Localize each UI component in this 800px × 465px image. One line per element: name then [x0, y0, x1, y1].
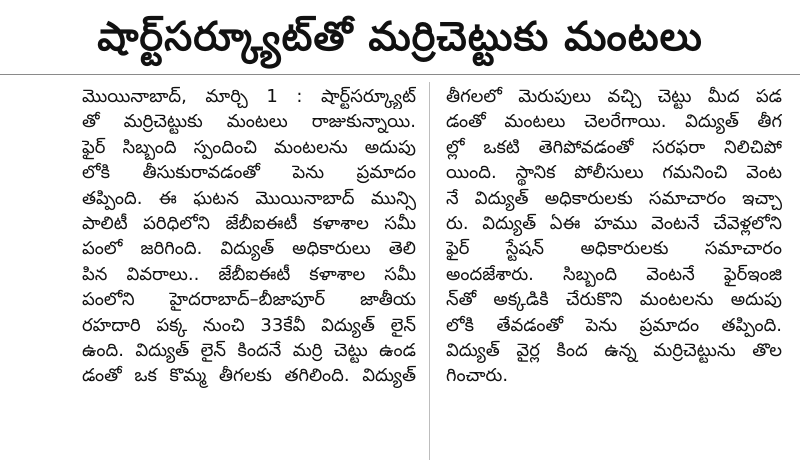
left-line: లోకి తీసుకురావడంతో పెను ప్రమాదం — [82, 162, 416, 184]
left-line: తో మర్రిచెట్టుకు మంటలు రాజుకున్నాయి. — [82, 111, 416, 133]
right-line: యింది. స్థానిక పోలీసులు గమనించి వెంట — [446, 162, 782, 184]
right-line: ఫైర్ స్టేషన్ అధికారులకు సమాచారం — [446, 238, 782, 260]
left-line: పిన వివరాలు.. జేబీఐఈటీ కళాశాల సమీ — [82, 263, 416, 285]
right-line: డంతో మంటలు చెలరేగాయి. విద్యుత్ తీగ — [446, 111, 782, 133]
left-line: పాలిటీ పరిధిలోని జేబీఐఈటీ కళాశాల సమీ — [82, 213, 416, 235]
right-line: అందజేశారు. సిబ్బంది వెంటనే ఫైర్ఇంజి — [446, 263, 782, 285]
right-line: నే విద్యుత్ అధికారులకు సమాచారం ఇచ్చా — [446, 187, 782, 209]
left-line: పంలో జరిగింది. విద్యుత్ అధికారులు తెలి — [82, 238, 416, 260]
left-column — [82, 84, 416, 460]
left-line: మొయినాబాద్, మార్చి 1 : షార్ట్‌సర్క్యూట్ — [82, 86, 416, 107]
left-line: రహదారి పక్క నుంచి 33కేవీ విద్యుత్ లైన్ — [82, 314, 416, 336]
headline-rule — [0, 74, 800, 75]
headline: షార్ట్‌సర్క్యూట్‌తో మర్రిచెట్టుకు మంటలు — [97, 14, 703, 60]
right-column — [446, 84, 782, 460]
right-line: గించారు. — [446, 365, 509, 387]
right-line: లోకి తేవడంతో పెను ప్రమాదం తప్పింది. — [446, 314, 782, 336]
right-line: ల్లో ఒకటి తెగిపోవడంతో సరఫరా నిలిచిపో — [446, 136, 782, 158]
column-divider — [429, 82, 430, 460]
left-line: ఫైర్ సిబ్బంది స్పందించి మంటలను అదుపు — [82, 136, 416, 158]
right-line: విద్యుత్ వైర్ల కింద ఉన్న మర్రిచెట్టును తొల — [446, 340, 782, 362]
left-line: డంతో ఒక కొమ్మ తీగలకు తగిలింది. విద్యుత్ — [82, 365, 416, 387]
right-line: న్‌తో అక్కడికి చేరుకొని మంటలను అదుపు — [446, 289, 782, 311]
right-line: రు. విద్యుత్ ఏఈ హము వెంటనే చేవెళ్లలోని — [446, 213, 782, 235]
left-line: పంలోని హైదరాబాద్–బీజాపూర్ జాతీయ — [82, 289, 416, 311]
left-line: తప్పింది. ఈ ఘటన మొయినాబాద్ మున్సి — [82, 187, 416, 209]
right-line: తీగలలో మెరుపులు వచ్చి చెట్టు మీద పడ — [446, 86, 782, 107]
left-line: ఉంది. విద్యుత్ లైన్ కిందనే మర్రి చెట్టు ఉండ — [82, 340, 416, 362]
